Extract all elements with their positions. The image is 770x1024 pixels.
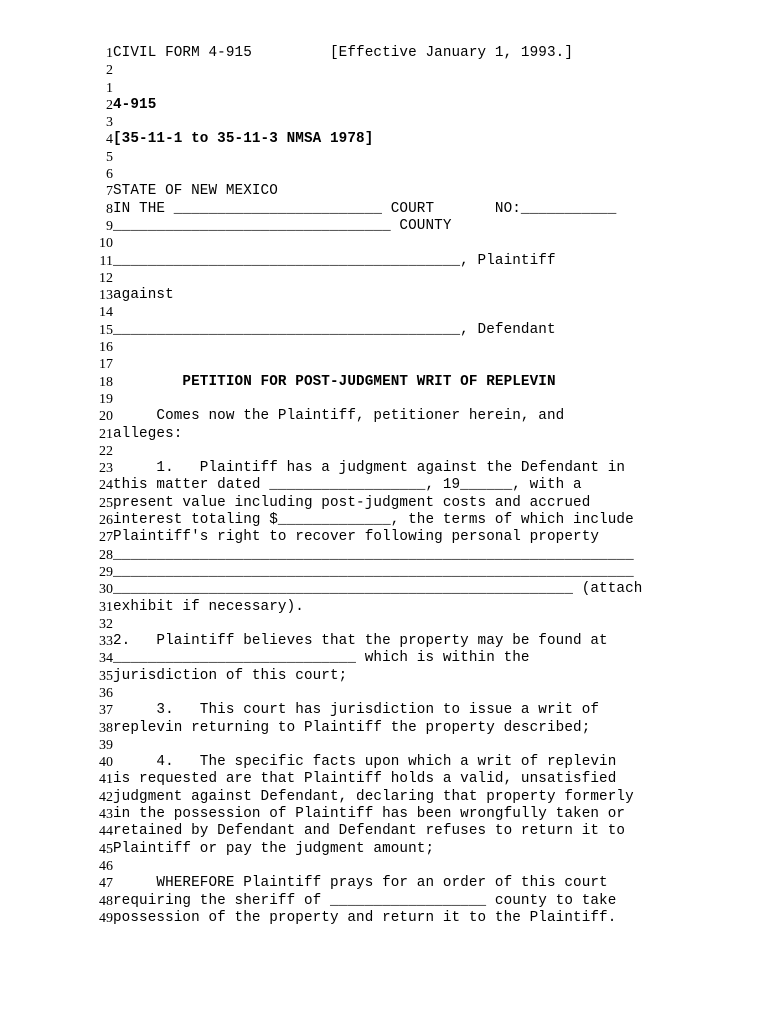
line-text: judgment against Defendant, declaring that property formerly: [113, 788, 634, 805]
line-text: in the possession of Plaintiff has been wrongfully taken or: [113, 806, 626, 823]
line-text: against: [113, 287, 174, 304]
line-text: 1. Plaintiff has a judgment against the Defendant in: [113, 460, 626, 477]
document-line: [0, 443, 770, 460]
line-text: requiring the sheriff of __________________ county to take: [113, 892, 617, 909]
line-number: 15: [99, 322, 113, 338]
line-number: 30: [99, 582, 113, 598]
line-text: 4. The specific facts upon which a writ of replevin: [113, 754, 617, 771]
line-number: 9: [106, 218, 113, 234]
line-number: 34: [99, 651, 113, 667]
line-text: [35-11-1 to 35-11-3 NMSA 1978]: [113, 131, 374, 148]
document-line: [0, 477, 770, 494]
document-line: [0, 737, 770, 754]
document-line: [0, 754, 770, 771]
line-number: 17: [99, 357, 113, 373]
line-number: 26: [99, 513, 113, 529]
line-number: 25: [99, 495, 113, 511]
line-text: 3. This court has jurisdiction to issue a writ of: [113, 702, 600, 719]
document-line: [0, 287, 770, 304]
document-line: [0, 893, 770, 910]
document-line: [0, 270, 770, 287]
document-line: [0, 183, 770, 200]
line-text: ____________________________________________________________: [113, 546, 634, 563]
line-text: possession of the property and return it to the Plaintiff.: [113, 909, 617, 926]
document-line: [0, 201, 770, 218]
line-text: exhibit if necessary).: [113, 598, 304, 615]
document-line: [0, 685, 770, 702]
line-text: ________________________________ COUNTY: [113, 217, 452, 234]
document-line: [0, 62, 770, 79]
document-line: [0, 529, 770, 546]
line-number: 49: [99, 910, 113, 926]
document-line: [0, 599, 770, 616]
line-number: 2: [106, 63, 113, 79]
line-text: this matter dated __________________, 19______, with a: [113, 477, 582, 494]
document-line: [0, 235, 770, 252]
document-line: [0, 720, 770, 737]
line-number: 29: [99, 564, 113, 580]
line-number: 38: [99, 720, 113, 736]
line-number: 11: [99, 253, 113, 269]
document-line: [0, 97, 770, 114]
document-line: [0, 460, 770, 477]
line-number: 6: [106, 167, 113, 183]
document-line: [0, 356, 770, 373]
document-line: [0, 633, 770, 650]
document-line: [0, 218, 770, 235]
document-line: [0, 131, 770, 148]
line-number: 46: [99, 858, 113, 874]
document-line: [0, 771, 770, 788]
line-number: 44: [99, 824, 113, 840]
line-number: 8: [106, 201, 113, 217]
document-line: [0, 114, 770, 131]
document-line: [0, 322, 770, 339]
line-number: 27: [99, 530, 113, 546]
line-number: 10: [99, 236, 113, 252]
document-line: [0, 339, 770, 356]
line-number: 48: [99, 893, 113, 909]
document-line: [0, 253, 770, 270]
line-number: 47: [99, 876, 113, 892]
line-number: 3: [106, 115, 113, 131]
line-text: jurisdiction of this court;: [113, 667, 348, 684]
line-number: 41: [99, 772, 113, 788]
document-line: [0, 166, 770, 183]
document-line: [0, 910, 770, 927]
line-text: _____________________________________________________ (attach: [113, 581, 643, 598]
document-line: [0, 149, 770, 166]
document-line: [0, 426, 770, 443]
document-line: [0, 80, 770, 97]
document-line: [0, 564, 770, 581]
line-number: 36: [99, 685, 113, 701]
document-line: [0, 408, 770, 425]
line-text: Plaintiff or pay the judgment amount;: [113, 840, 435, 857]
document-line: [0, 650, 770, 667]
document-line: [0, 304, 770, 321]
line-number: 37: [99, 703, 113, 719]
document-line: [0, 616, 770, 633]
document-line: [0, 702, 770, 719]
line-number: 28: [99, 547, 113, 563]
line-text: replevin returning to Plaintiff the property described;: [113, 719, 591, 736]
line-number: 42: [99, 789, 113, 805]
line-text: 4-915: [113, 96, 157, 113]
document-line: [0, 806, 770, 823]
line-number: 43: [99, 807, 113, 823]
legal-form-document: [0, 45, 770, 927]
line-text: Comes now the Plaintiff, petitioner herein, and: [113, 408, 565, 425]
line-number: 45: [99, 841, 113, 857]
line-number: 40: [99, 755, 113, 771]
document-line: [0, 391, 770, 408]
line-number: 39: [99, 737, 113, 753]
line-number: 23: [99, 461, 113, 477]
line-text: 2. Plaintiff believes that the property may be found at: [113, 633, 608, 650]
document-line: [0, 841, 770, 858]
line-number: 1: [106, 46, 113, 61]
document-line: [0, 547, 770, 564]
line-text: CIVIL FORM 4-915 [Effective January 1, 1993.]: [113, 45, 574, 61]
line-number: 14: [99, 305, 113, 321]
line-number: 1: [106, 80, 113, 96]
line-text: interest totaling $_____________, the terms of which include: [113, 512, 634, 529]
document-line: [0, 45, 770, 62]
line-number: 21: [99, 426, 113, 442]
document-line: [0, 789, 770, 806]
line-text: ____________________________________________________________: [113, 563, 634, 580]
document-line: [0, 581, 770, 598]
line-number: 12: [99, 270, 113, 286]
line-text: Plaintiff's right to recover following personal property: [113, 529, 600, 546]
line-text: alleges:: [113, 425, 183, 442]
line-text: ________________________________________, Plaintiff: [113, 252, 556, 269]
line-number: 7: [106, 184, 113, 200]
line-number: 31: [99, 599, 113, 615]
line-number: 19: [99, 391, 113, 407]
line-number: 22: [99, 443, 113, 459]
document-line: [0, 374, 770, 391]
line-number: 16: [99, 340, 113, 356]
line-text: WHEREFORE Plaintiff prays for an order of this court: [113, 875, 608, 892]
line-number: 5: [106, 149, 113, 165]
line-number: 13: [99, 288, 113, 304]
line-text: IN THE ________________________ COURT NO:___________: [113, 200, 617, 217]
line-text: ________________________________________, Defendant: [113, 321, 556, 338]
document-line: [0, 495, 770, 512]
line-text: STATE OF NEW MEXICO: [113, 183, 278, 200]
line-number: 20: [99, 409, 113, 425]
line-number: 33: [99, 634, 113, 650]
document-line: [0, 668, 770, 685]
line-number: 4: [106, 132, 113, 148]
document-line: [0, 823, 770, 840]
document-line: [0, 858, 770, 875]
document-line: [0, 512, 770, 529]
line-text: present value including post-judgment costs and accrued: [113, 494, 591, 511]
line-number: 35: [99, 668, 113, 684]
document-line: [0, 875, 770, 892]
line-number: 2: [106, 97, 113, 113]
line-text: ____________________________ which is within the: [113, 650, 530, 667]
line-number: 18: [99, 374, 113, 390]
line-text: is requested are that Plaintiff holds a valid, unsatisfied: [113, 771, 617, 788]
line-number: 24: [99, 478, 113, 494]
line-number: 32: [99, 616, 113, 632]
line-text: PETITION FOR POST-JUDGMENT WRIT OF REPLEVIN: [113, 373, 556, 390]
line-text: retained by Defendant and Defendant refuses to return it to: [113, 823, 626, 840]
